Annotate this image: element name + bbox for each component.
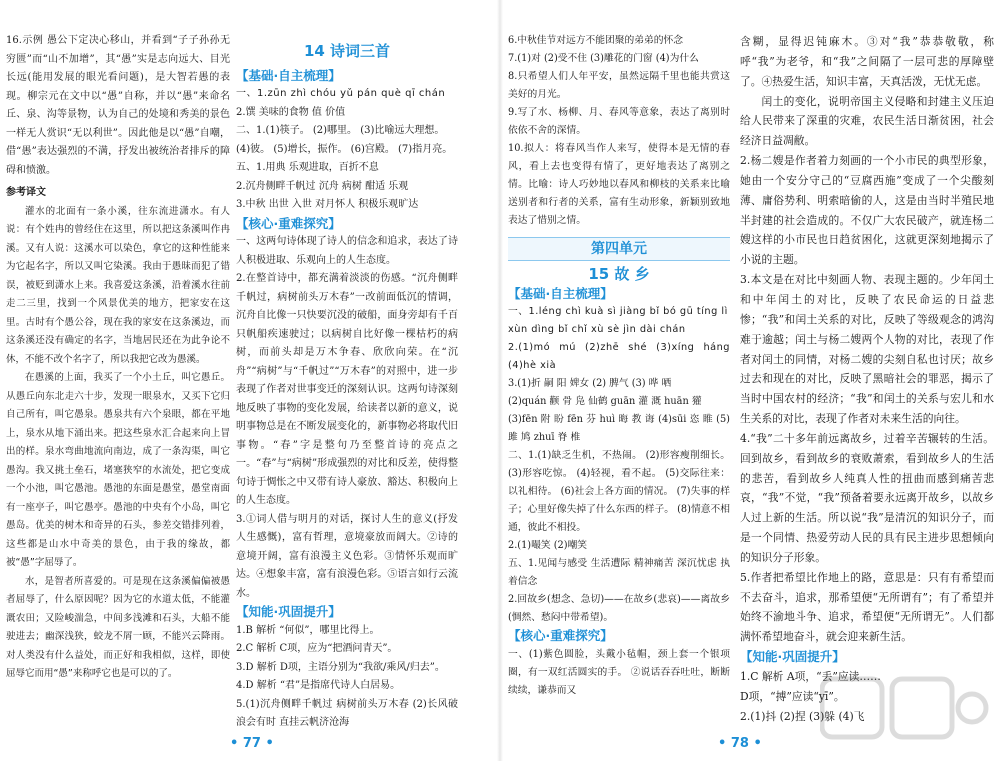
answer-paragraph: 一、(1)紫色圆脸，头戴小毡帽，颈上套一个银项圈，有一双红活圆实的手。 ②说话吞吞吐吐，断断续续，谦恭而又 xyxy=(508,648,730,696)
column-2 xyxy=(236,32,458,733)
answer-line: 3.中秋 出世 入世 对月怀人 积极乐观旷达 xyxy=(236,199,419,210)
answer-paragraph: 3.①词人借与明月的对话，探讨人生的意义(抒发人生感慨)，富有哲理，意境豪放而阔大。②诗的意境开阔，富有浪漫主义色彩。③情怀乐观而旷达。④想象丰富，富有浪漫色彩。⑤语言如行云流水。 xyxy=(236,513,458,599)
answer-line: (4)彼。 (5)增长，振作。 (6)宫殿。 (7)指月亮。 xyxy=(236,143,453,155)
page-number-left-value: 77 xyxy=(242,736,261,751)
translation-paragraph: 灌水的北面有一条小溪，往东流进潇水。有人说：有个姓冉的曾经住在这里，所以把这条溪叫作冉溪。又有人说：这溪水可以染色，拿它的这种性能来为它起名字，所以又叫它染溪。我由于愚昧而犯了错误，被贬到潇水上来。我喜爱这条溪，沿着溪水往前走二三里，找到一个风景优美的地方，把家安在这里。古时有个愚公谷，现在我的家安在这条溪边，而这条溪还没有确定的名字，当地居民还在为此争论不休，不能不改个名字了，所以我把它改为愚溪。 xyxy=(6,205,230,365)
answer-line: 9.写了水、杨柳、月、春风等意象，表达了离别时依依不舍的深情。 xyxy=(508,107,730,137)
answer-line: 4.D 解析 “君”是指席代诗人白居易。 xyxy=(236,680,401,691)
column-3 xyxy=(508,32,730,700)
answer-line: 2.(1)嘬笑 (2)嘲笑 xyxy=(508,540,588,552)
answer-line: 5.(1)沉舟侧畔千帆过 病树前头万木春 (2)长风破浪会有时 直挂云帆济沧海 xyxy=(236,698,458,728)
q16-answer: 16.示例 愚公下定决心移山，并看到“子子孙孙无穷匮”而“山不加增”，其“愚”实是志向远大、目光长远(能用发展的眼光看问题)，是大智若愚的表现。柳宗元在文中以“愚”自称，并以“愚”来命名丘、泉、沟等景物，认为自己的处境和秀美的景色一样无人赏识“无以利世”。因此他是以“愚”自嘲，借“愚”表达强烈的不满，抒发出被统治者排斥的障碍和愤激。 xyxy=(6,35,230,176)
column-4 xyxy=(740,32,994,727)
section-heading: 【核心·重难探究】 xyxy=(508,628,613,644)
column-1 xyxy=(6,32,230,684)
answer-paragraph: 4.“我”二十多年前远离故乡，过着辛苦辗转的生活。回到故乡，看到故乡的衰败萧索，看到故乡人的生活的悲苦，看到故乡人纯真人性的扭曲而感到痛苦悲哀，“我”不觉，“我”预备着要永远离开故乡，以故乡人过上新的生活。所以说“我”是清沉的知识分子，而是一个同情、热爱劳动人民的具有民主进步思想倾向的知识分子形象。 xyxy=(740,431,994,564)
lesson-title: 15 故 乡 xyxy=(588,264,650,283)
page-number-right-value: 78 xyxy=(730,736,749,751)
answer-line: 6.中秋佳节对远方不能团聚的弟弟的怀念 xyxy=(508,35,684,46)
watermark-logo-icon xyxy=(820,673,990,743)
answer-line: 2.沉舟侧畔千帆过 沉舟 病树 酣适 乐观 xyxy=(236,180,409,192)
answer-paragraph: 3.本文是在对比中刻画人物、表现主题的。少年闰土和中年闰土的对比，反映了农民命运的日益悲惨；“我”和闰土关系的对比，反映了等级观念的鸿沟难于逾越；闰土与杨二嫂两个人物的对比，表现了作者对闰土的同情，对杨二嫂的尖刻自私也讨厌；故乡过去和现在的对比，反映了黑暗社会的罪恶，揭示了当时中国农村的经济；“我”和闰土的关系与宏儿和水生关系的对比，表现了作者对未来生活的向往。 xyxy=(740,273,994,426)
answer-line: 1.B 解析 “何似”，哪里比得上。 xyxy=(236,624,380,636)
answer-paragraph: 一、这两句诗体现了诗人的信念和追求，表达了诗人积极进取、乐观向上的人生态度。 xyxy=(236,236,458,266)
lesson-title: 14 诗词三首 xyxy=(303,42,391,60)
translation-label: 参考译文 xyxy=(6,187,46,198)
section-heading: 【知能·巩固提升】 xyxy=(740,649,845,665)
answer-line: 3.(1)折 嗣 阳 婢女 (2) 脾气 (3) 哗 哂 xyxy=(508,377,672,389)
answer-paragraph: 含糊，显得迟钝麻木。③对“我”恭恭敬敬，称呼“我”为老爷，和“我”之间隔了一层可悲的厚障壁了。④热爱生活，知识丰富，天真活泼，无忧无虑。 xyxy=(740,35,994,88)
answer-line: (2)quán 颧 骨 凫 仙鹤 guān 灌 溉 huān 獾 xyxy=(508,395,702,407)
answer-paragraph: 二、1.(1)缺乏生机，不热闹。 (2)形容瘦削细长。 (3)形容吃惊。 (4)轻视，看不起。 (5)交际往来：以礼相待。 (6)社会上各方面的情况。 (7)失事的样子；心里好像失掉了什么东西的样子。 (8)情意不相通，彼此不相投。 xyxy=(508,449,730,534)
answer-paragraph: 2.在整首诗中，都充满着淡淡的伤感。“沉舟侧畔千帆过，病树前头万木春”一改前面低沉的情调，沉舟自比像一只快要沉没的破船，面身旁却有千百只帆船疾速驶过；以病树自比好像一棵枯朽的病树，而前头却是万木争春、欣欣向荣。在“沉舟”“病树”与“千帆过”“万木春”的对照中，进一步表现了作者对世事变迁的深刻认识。这两句诗深刻地反映了事物的变化发展，给读者以新的意义，说明事物总是在不断发展变化的，新事物必将取代旧事物。“春”字是整句乃至整首诗的亮点之一。“春”与“病树”形成强烈的对比和反差，使得整句诗于惆怅之中又带有诗人豪放、豁达、积极向上的人生态度。 xyxy=(236,273,458,506)
section-heading: 【核心·重难探究】 xyxy=(236,215,341,231)
page-gutter xyxy=(497,0,503,761)
answer-line: 二、1.(1)筷子。 (2)哪里。 (3)比喻远大理想。 xyxy=(236,125,445,136)
answer-line: 7.(1)对 (2)受不住 (3)雕花的门窗 (4)为什么 xyxy=(508,53,699,65)
answer-line: 2.(1)抖 (2)捏 (3)躲 (4)飞 xyxy=(740,709,865,723)
answer-line: 五、1.用典 乐观进取，百折不息 xyxy=(236,162,379,173)
answer-line: D项，“搏”应读“yī”。 xyxy=(740,689,845,703)
translation-paragraph: 水，是智者所喜爱的。可是现在这条溪偏偏被愚者屈辱了，什么原因呢？因为它的水道太低，不能灌溉农田；又险峻湍急，中间多浅滩和石头，大船不能驶进去；幽深浅狭，蛟龙不屑一顾，不能兴云降雨。对人类没有什么益处，而正好和我相似，这样，即使屈辱它而用“愚”来称呼它也是可以的了。 xyxy=(6,575,230,679)
section-heading: 【基础·自主梳理】 xyxy=(236,67,341,83)
translation-paragraph: 在愚溪的上面，我买了一个小土丘，叫它愚丘。从愚丘向东北走六十步，发现一眼泉水，又买下它归自己所有，叫它愚泉。愚泉共有六个泉眼，都在平地上，泉水从地下涌出来。把这些泉水汇合起来向上冒出的样。泉水弯曲地流向南边，成了一条沟渠，叫它愚沟。我又挑土垒石，堵塞狭窄的水流处，把它变成一个小池，叫它愚池。愚池的东面是愚堂，愚堂南面有一座亭子，叫它愚亭。愚池的中央有个小岛，叫它愚岛。优美的树木和奇异的石头，参差交错排列着，这些都是山水中奇美的景色，由于我的缘故，都被“愚”字屈辱了。 xyxy=(6,372,230,568)
answer-paragraph: 2.杨二嫂是作者着力刻画的一个小市民的典型形象，她由一个安分守己的“豆腐西施”变成了一个尖酸刻薄、庸俗势利、明索暗偷的人，这是由当时半殖民地半封建的社会造成的。不仅广大农民破产，就连杨二嫂这样的小市民也日趋贫困化，这就更深刻地揭示了小说的主题。 xyxy=(740,154,994,267)
unit-title: 第四单元 xyxy=(508,237,730,261)
answer-line: 2.回故乡(想念、急切)——在故乡(悲哀)——离故乡(惆然、愁闷中带希望)。 xyxy=(508,594,730,624)
section-heading: 【知能·巩固提升】 xyxy=(236,604,341,619)
answer-paragraph: 10.拟人：将春风当作人来写，使得本是无情的春风，看上去也变得有情了，更好地表达了离别之情。比喻：诗人巧妙地以春风和柳枝的关系来比喻送别者和行者的关系，富有生动形象，新颖别致地表达了惜别之情。 xyxy=(508,143,730,227)
page-number-left: • 77 • xyxy=(230,736,274,751)
answer-line: 3.D 解析 D项，主语分别为“我欲/乘风/归去”。 xyxy=(236,661,445,673)
pinyin-line: 一、1.léng chì kuà sì jiàng bǐ bó gū tíng lì xyxy=(508,305,728,317)
answer-line: 五、1.见闻与感受 生活遭际 精神痛苦 深沉忧虑 执着信念 xyxy=(508,558,730,588)
answer-line: 2.C 解析 C项，应为“把酒问青天”。 xyxy=(236,643,398,654)
page-number-right: • 78 • xyxy=(718,736,762,751)
section-heading: 【基础·自主梳理】 xyxy=(508,285,613,301)
answer-line: (3)fēn 附 盼 fēn 芬 huì 晦 教 诲 (4)sūi 恣 睢 (5) 雎 鸠 zhuī 脊 椎 xyxy=(508,413,730,443)
pinyin-line: 2.(1)mó mú (2)zhē shé (3)xíng háng (4)hè xià xyxy=(508,341,730,371)
translation-heading xyxy=(6,184,230,203)
answer-line: 1.C 解析 A项，“丢”应读…… xyxy=(740,670,881,683)
translation-body xyxy=(6,203,230,684)
answer-paragraph: 5.作者把希望比作地上的路，意思是：只有有希望而不去奋斗，追求，那希望便“无所谓有”；有了希望并始终不渝地斗争、追求，希望便“无所谓无”。人们都满怀希望地奋斗，就会迎来新生活。 xyxy=(740,570,994,644)
answer-line: 8.只希望人们人年平安，虽然远隔千里也能共赏这美好的月光。 xyxy=(508,71,730,101)
answer-line: 一、1.zūn zhì chóu yǔ pán què qī chán xyxy=(236,88,446,99)
pinyin-line: xùn dìng bǐ chǐ xù sè jìn dài chán xyxy=(508,323,686,335)
answer-paragraph: 闰土的变化，说明帝国主义侵略和封建主义压迫给人民带来了深重的灾难，农民生活日渐贫困，社会经济日益凋敝。 xyxy=(740,94,994,148)
answer-line: 2.馔 美味的食物 值 价值 xyxy=(236,106,346,118)
